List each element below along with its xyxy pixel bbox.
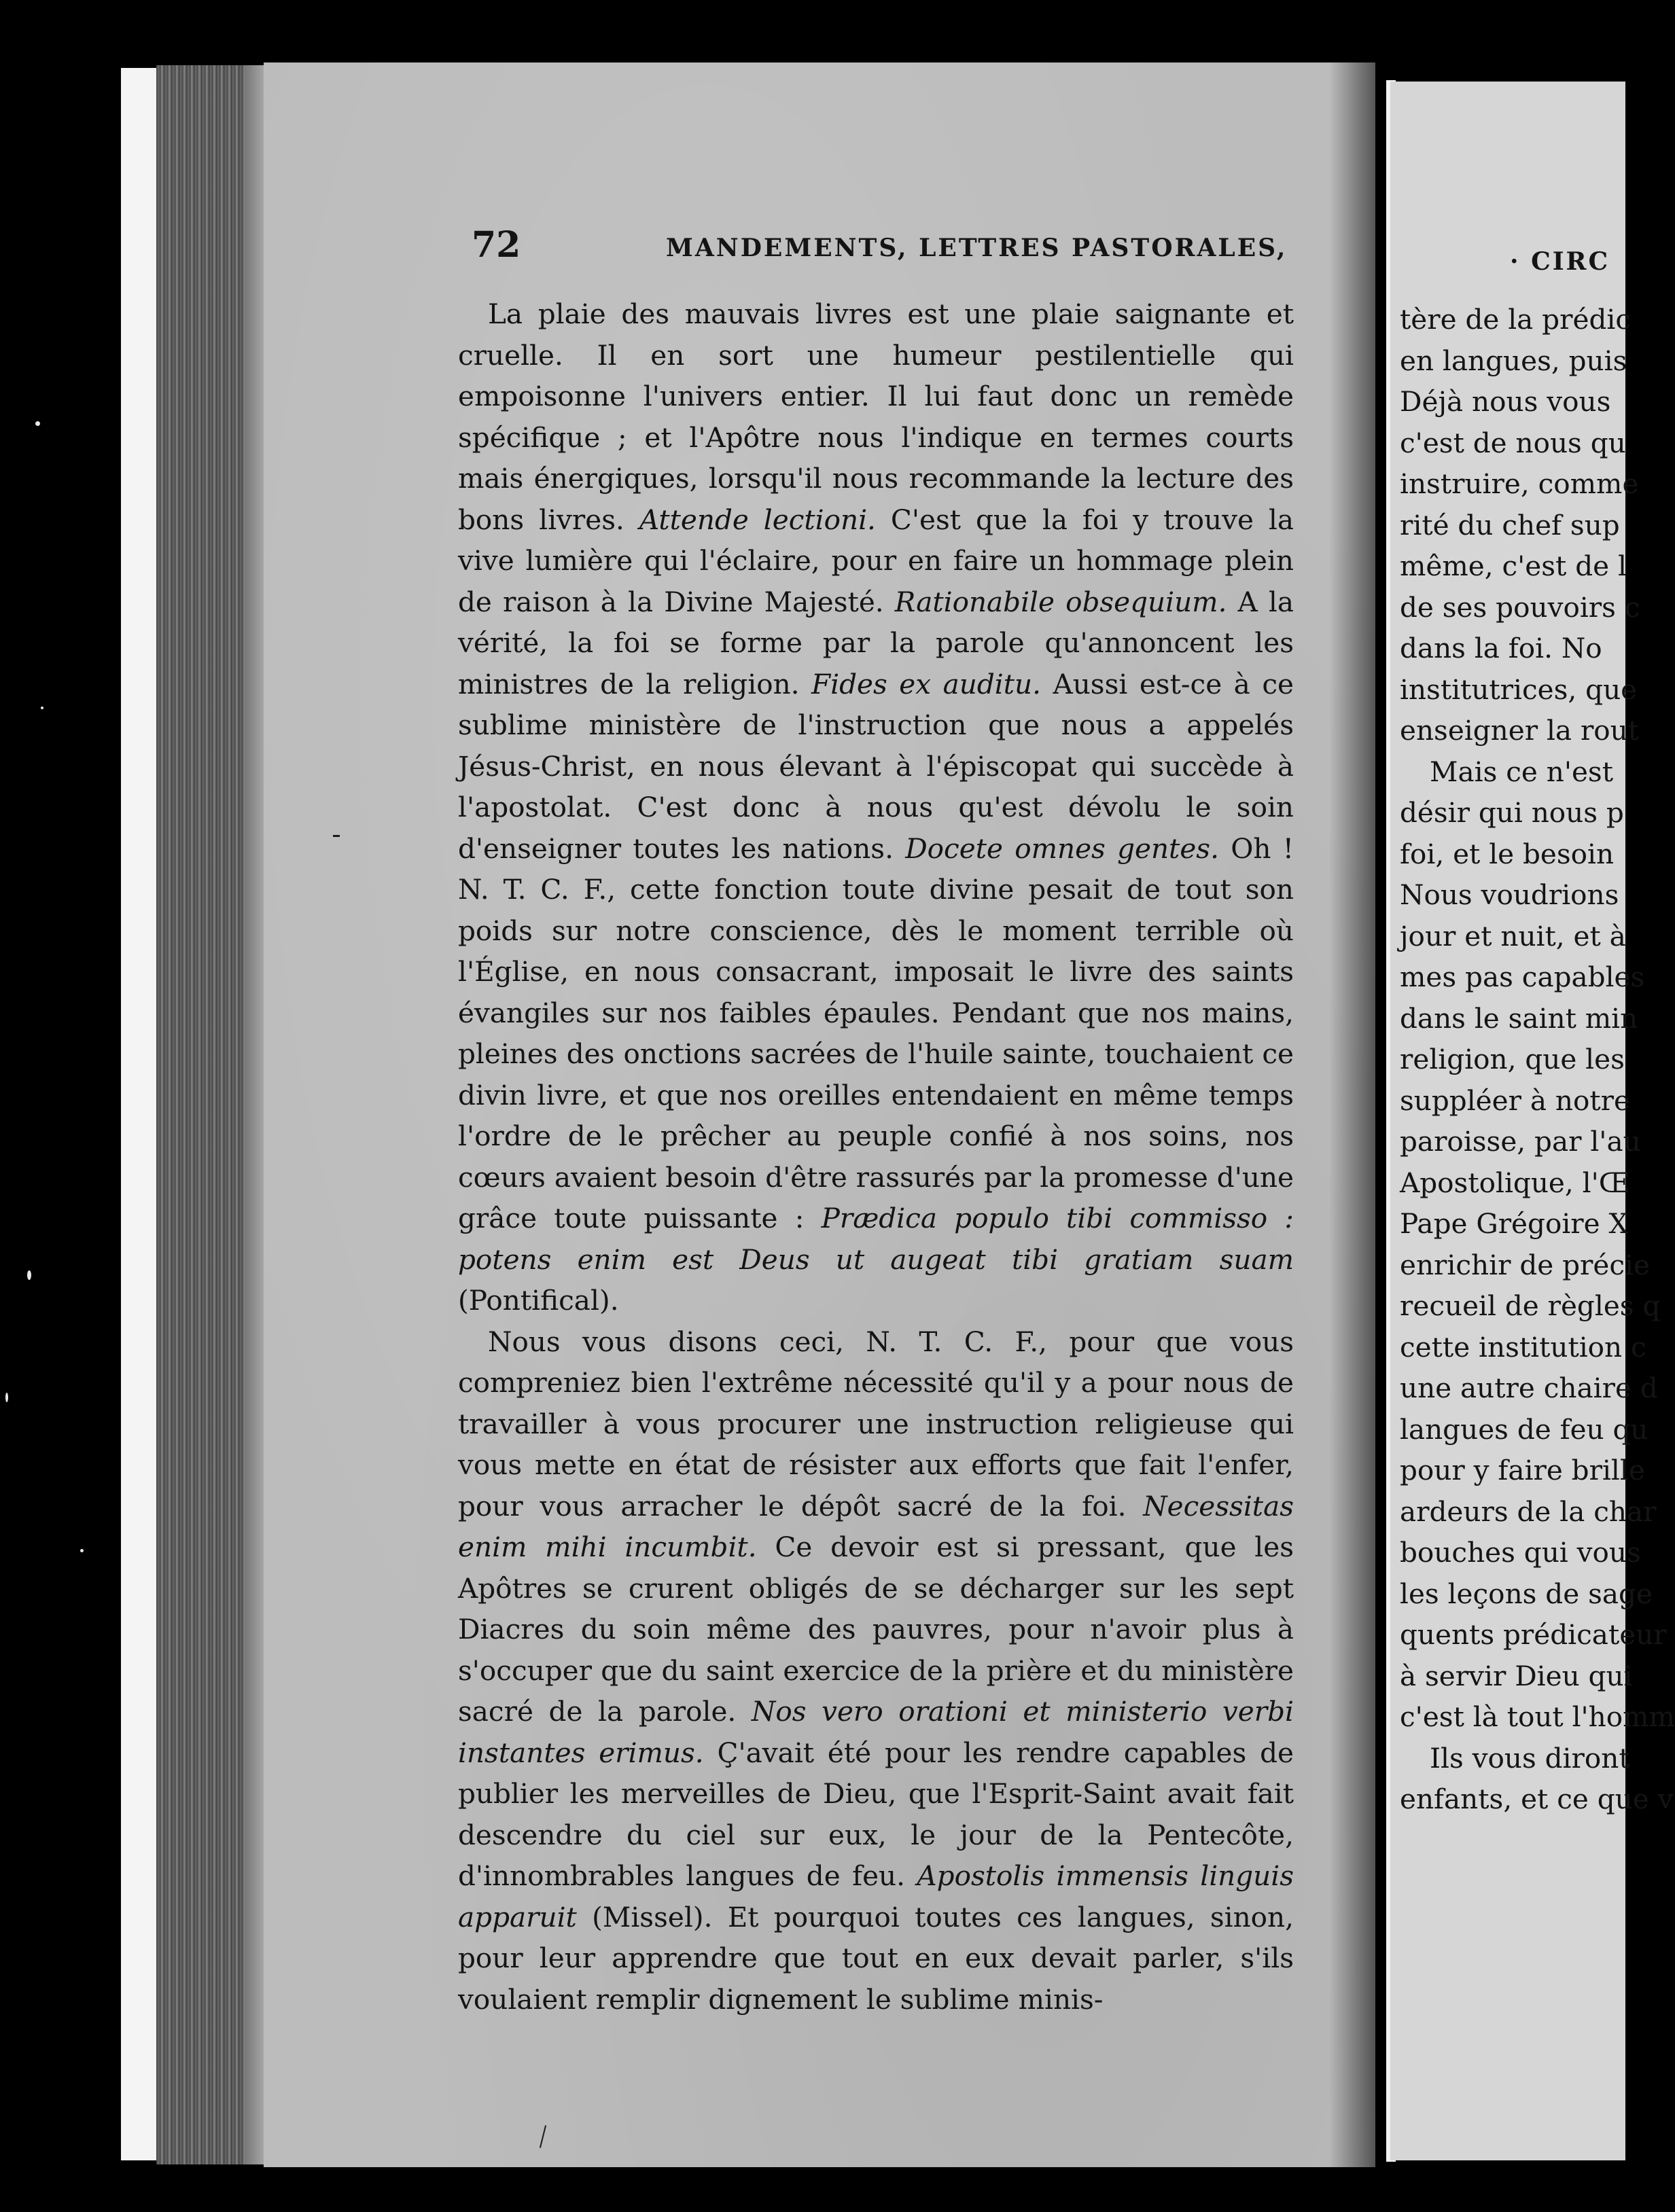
right-page-line: pour y faire brille (1400, 1454, 1645, 1486)
right-page-line: Nous voudrions (1400, 878, 1619, 911)
right-page-line: recueil de règles q (1400, 1289, 1661, 1322)
right-page-line: dans le saint min (1400, 1001, 1638, 1035)
paragraph (458, 1321, 1294, 2020)
right-page-line: une autre chaire d (1400, 1372, 1658, 1404)
right-page-line: foi, et le besoin (1400, 837, 1615, 870)
book-cover-edge (121, 68, 156, 2160)
latin-quotation: Fides ex auditu. (811, 667, 1041, 700)
right-page-line: Pape Grégoire X (1400, 1207, 1629, 1240)
right-page-line: cette institution c (1400, 1330, 1646, 1363)
text-run: (Missel). Et pourquoi toutes ces langues, sinon, pour leur apprendre que tout en eux devait parler, s'ils voulaient remplir dignement le sublime minis- (458, 1900, 1294, 2016)
dust-speck (80, 1549, 84, 1552)
latin-quotation: Apostolis immensis linguis apparuit (458, 1859, 1294, 1933)
page-number: 72 (472, 224, 521, 266)
text-run: Nous vous disons ceci, N. T. C. F., pour que vous compreniez bien l'extrême nécessité qu'il y a pour nous de travailler à vous procurer une instruction religieuse qui vous mette en état de résister aux efforts que fait l'enfer, pour vous arracher le dépôt sacré de la foi. (458, 1325, 1294, 1522)
right-page-line: paroisse, par l'au (1400, 1125, 1641, 1158)
latin-quotation: Nos vero orationi et ministerio verbi instantes erimus. (458, 1695, 1294, 1769)
right-page-line: langues de feu qu (1400, 1412, 1648, 1446)
right-page-line: c'est de nous qu (1400, 426, 1626, 459)
right-page-line: c'est là tout l'homm (1400, 1700, 1675, 1733)
right-running-head: · CIRC (1510, 247, 1610, 276)
text-run: (Pontifical). (458, 1284, 619, 1317)
page-stack-shadow (245, 65, 265, 2164)
right-page-line: Ils vous diront (1430, 1741, 1630, 1774)
dust-speck (5, 1393, 8, 1402)
latin-quotation: Rationabile obsequium. (894, 585, 1227, 618)
right-page-line: enrichir de précie (1400, 1248, 1650, 1281)
margin-mark (540, 2125, 546, 2147)
right-page-line: enfants, et ce que v (1400, 1783, 1674, 1815)
text-run: C'est que la foi y trouve la vive lumière qui l'éclaire, pour en faire un hommage plein de raison à la Divine Majesté. (458, 503, 1294, 618)
right-page-line: religion, que les (1400, 1043, 1625, 1075)
text-run: Ç'avait été pour les rendre capables de publier les merveilles de Dieu, que l'Esprit-Saint avait fait descendre du ciel sur eux, le jour de la Pentecôte, d'innombrables langues de feu. (458, 1736, 1294, 1892)
right-page-line: Mais ce n'est (1430, 755, 1613, 788)
text-run: La plaie des mauvais livres est une plaie saignante et cruelle. Il en sort une humeur pestilentielle qui empoisonne l'univers entier. Il lui faut donc un remède spécifique ; et l'Apôtre nous l'indique en termes courts mais énergiques, lorsqu'il nous recommande la lecture des bons livres. (458, 298, 1294, 536)
right-page-line: quents prédicateur (1400, 1618, 1667, 1651)
right-page-line: bouches qui vous (1400, 1536, 1641, 1569)
right-page-line: désir qui nous p (1400, 796, 1624, 829)
right-page-line: à servir Dieu qui (1400, 1659, 1633, 1692)
right-page-line: ardeurs de la char (1400, 1495, 1657, 1528)
page-gutter-shadow (1329, 63, 1375, 2167)
text-run: Oh ! N. T. C. F., cette fonction toute divine pesait de tout son poids sur notre conscience, dès le moment terrible où l'Église, en nous consacrant, imposait le livre des saints évangiles sur nos faibles épaules. Pendant que nos mains, pleines des onctions sacrées de l'huile sainte, touchaient ce divin livre, et que nos oreilles entendaient en même temps l'ordre de le prêcher au peuple confié à nos soins, nos cœurs avaient besoin d'être rassurés par la promesse d'une grâce toute puissante : (458, 832, 1294, 1234)
right-page-line: tère de la prédic (1400, 303, 1631, 336)
right-page-line: dans la foi. No (1400, 632, 1602, 664)
left-page (264, 63, 1375, 2167)
right-page-line: même, c'est de l (1400, 550, 1627, 582)
margin-mark (333, 835, 340, 837)
right-page-line: institutrices, que (1400, 673, 1638, 706)
body-text (458, 293, 1294, 2020)
right-page (1390, 82, 1675, 2160)
right-page-line: mes pas capables (1400, 961, 1645, 993)
latin-quotation: Prædica populo tibi commisso : potens enim est Deus ut augeat tibi gratiam suam (458, 1202, 1294, 1276)
text-run: Ce devoir est si pressant, que les Apôtres se crurent obligés de se décharger sur les sept Diacres du soin même des pauvres, pour n'avoir plus à s'occuper que du saint exercice de la prière et du ministère sacré de la parole. (458, 1531, 1294, 1728)
dust-speck (27, 1270, 31, 1280)
paragraph (458, 293, 1294, 1321)
right-page-line: instruire, comme (1400, 467, 1639, 500)
page-stack-edge (156, 65, 258, 2164)
right-page-text (1400, 299, 1675, 1820)
right-page-line: en langues, puis (1400, 344, 1627, 377)
right-page-line: suppléer à notre (1400, 1084, 1630, 1117)
dust-speck (35, 421, 40, 426)
right-page-line: de ses pouvoirs c (1400, 590, 1640, 624)
latin-quotation: Attende lectioni. (639, 503, 876, 536)
text-run: A la vérité, la foi se forme par la parole qu'annoncent les ministres de la religion. (458, 585, 1294, 700)
running-head: MANDEMENTS, LETTRES PASTORALES, (666, 234, 1288, 262)
right-page-line: jour et nuit, et à (1400, 919, 1626, 952)
latin-quotation: Docete omnes gentes. (905, 832, 1219, 865)
right-page-line: les leçons de sage (1400, 1577, 1653, 1610)
right-page-line: Déjà nous vous (1400, 385, 1611, 418)
latin-quotation: Necessitas enim mihi incumbit. (458, 1489, 1294, 1563)
dust-speck (41, 707, 43, 709)
right-page-line: enseigner la rout (1400, 714, 1640, 747)
right-page-line: rité du chef sup (1400, 508, 1620, 541)
right-page-line: Apostolique, l'Œ (1400, 1166, 1630, 1199)
text-run: Aussi est-ce à ce sublime ministère de l'instruction que nous a appelés Jésus-Christ, en nous élevant à l'épiscopat qui succède à l'apostolat. C'est donc à nous qu'est dévolu le soin d'enseigner toutes les nations. (458, 667, 1294, 865)
